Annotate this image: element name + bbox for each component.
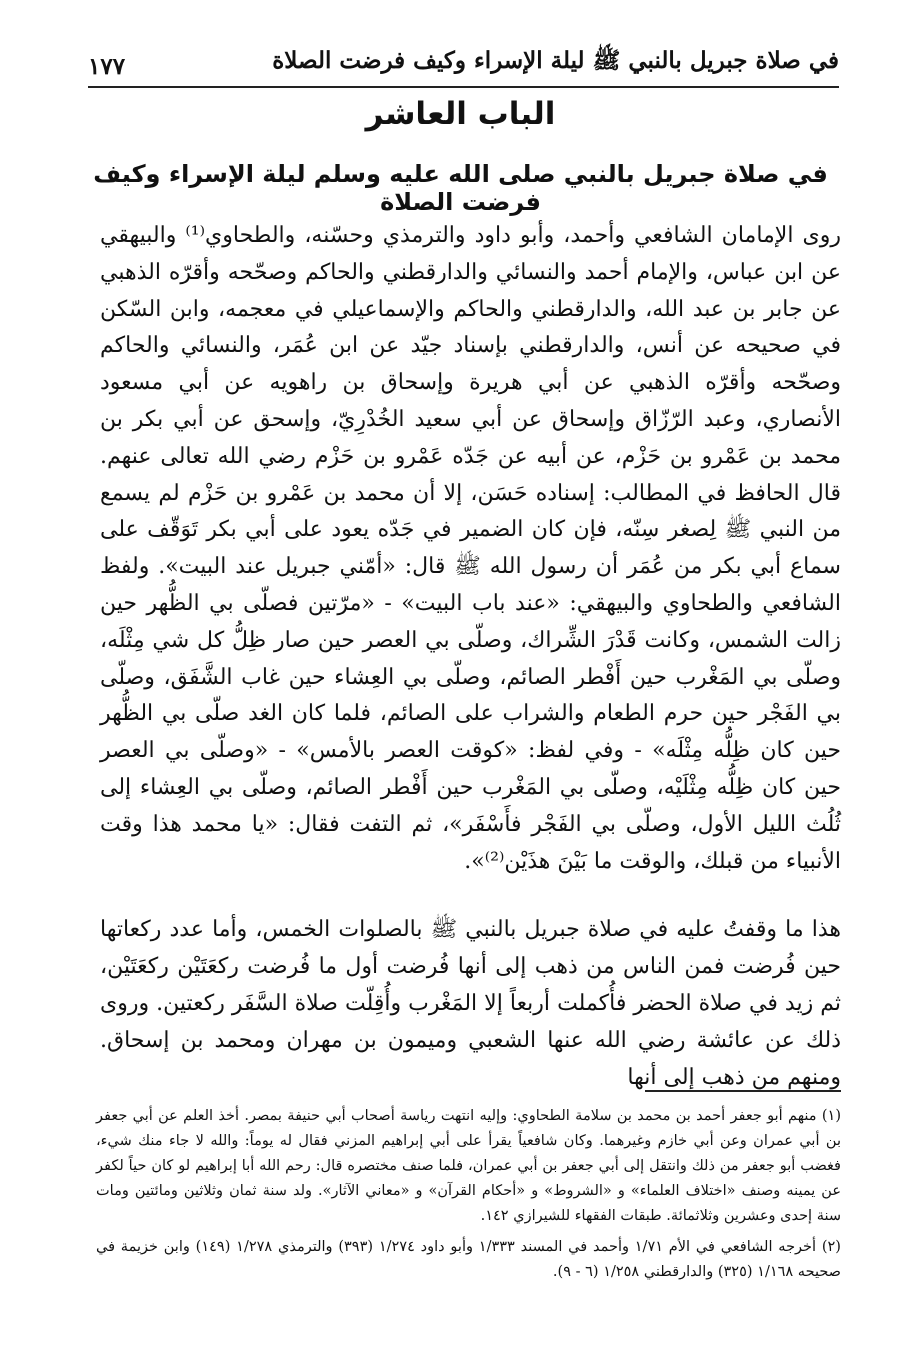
body-text — [100, 218, 841, 1096]
chapter-subtitle: في صلاة جبريل بالنبي صلى الله عليه وسلم ليلة الإسراء وكيف فرضت الصلاة — [93, 160, 828, 216]
body-paragraph: هذا ما وقفتُ عليه في صلاة جبريل بالنبي ﷺ بالصلوات الخمس، وأما عدد ركعاتها حين فُرضت فمن الناس من ذهب إلى أنها فُرضت أول ما فُرضت ركعَتَيْن ركعَتَيْن، ثم زيد في صلاة الحضر فأُكملت أربعاً إلا المَغْرب وأُقِلّت صلاة السَّفَر ركعتين. وروى ذلك عن عائشة رضي الله عنها الشعبي وميمون بن مهران ومحمد بن إسحاق. ومنهم من ذهب إلى أنها — [100, 917, 841, 1090]
footnote: (١) منهم أبو جعفر أحمد بن محمد بن سلامة الطحاوي: وإليه انتهت رياسة أصحاب أبي حنيفة بمصر. أخذ العلم عن أبي جعفر بن أبي عمران وعن أبي خازم وغيرهما. وكان شافعياً يقرأ على أبي إبراهيم المزني فقال له يوماً: والله لا جاء منك شيء، فغضب أبو جعفر من ذلك وانتقل إلى أبي جعفر بن أبي عمران، فلما صنف مختصره قال: رحم الله أبا إبراهيم لو كان حياً لكفر عن يمينه وصنف «اختلاف العلماء» و «الشروط» و «أحكام القرآن» و «معاني الآثار». ولد سنة ثمان وثلاثين ومائتين ومات سنة إحدى وعشرين وثلاثمائة. طبقات الفقهاء للشيرازي ١٤٢. — [96, 1108, 841, 1224]
body-paragraph: روى الإمامان الشافعي وأحمد، وأبو داود والترمذي وحسّنه، والطحاوي⁽¹⁾ والبيهقي عن ابن عباس، والإمام أحمد والنسائي والدارقطني والحاكم وصحّحه وأقرّه الذهبي عن جابر بن عبد الله، والدارقطني والحاكم والإسماعيلي في معجمه، وابن السّكن في صحيحه عن أنس، والدارقطني بإسناد جيّد عن ابن عُمَر، والنسائي والحاكم وصحّحه وأقرّه الذهبي عن أبي هريرة وإسحاق بن راهويه عن أبي مسعود الأنصاري، وعبد الرّزّاق وإسحاق عن أبي سعيد الخُدْرِيّ، وإسحق عن أبي بكر بن محمد بن عَمْرو بن حَزْم، عن أبيه عن جَدّه عَمْرو بن حَزْم رضي الله تعالى عنهم. قال الحافظ في المطالب: إسناده حَسَن، إلا أن محمد بن عَمْرو بن حَزْم لم يسمع من النبي ﷺ لِصغر سِنّه، فإن كان الضمير في جَدّه يعود على أبي بكر تَوَقّف على سماع أبي بكر من عُمَر أن رسول الله ﷺ قال: «أمّني جبريل عند البيت». ولفظ الشافعي والطحاوي والبيهقي: «عند باب البيت» - «مرّتين فصلّى بي الظُّهر حين زالت الشمس، وكانت قَدْرَ الشِّراك، وصلّى بي العصر حين صار ظِلُّ كل شي مِثْلَه، وصلّى بي المَغْرب حين أَفْطر الصائم، وصلّى بي العِشاء حين غاب الشَّفَق، وصلّى بي الفَجْر حين حرم الطعام والشراب على الصائم، فلما كان الغد صلّى بي الظُّهر حين كان ظِلُّه مِثْلَه» - وفي لفظ: «كوقت العصر بالأمس» - «وصلّى بي العصر حين كان ظِلُّه مِثْلَيْه، وصلّى بي المَغْرب حين أَفْطر الصائم، وصلّى بي العِشاء إلى ثُلُث الليل الأول، وصلّى بي الفَجْر فأَسْفَر»، ثم التفت فقال: «يا محمد هذا وقت الأنبياء من قبلك، والوقت ما بَيْنَ هذَيْن⁽²⁾». — [100, 223, 842, 874]
running-head — [88, 40, 839, 88]
footnotes — [96, 1104, 841, 1285]
footnote: (٢) أخرجه الشافعي في الأم ١/٧١ وأحمد في المسند ١/٣٣٣ وأبو داود ١/٢٧٤ (٣٩٣) والترمذي ١/٢٧٨ (١٤٩) وابن خزيمة في صحيحه ١/١٦٨ (٣٢٥) والدارقطني ١/٢٥٨ (٦ - ٩). — [96, 1239, 841, 1280]
chapter-title: الباب العاشر — [365, 96, 556, 132]
page-number: ١٧٧ — [88, 53, 126, 80]
footnote-divider — [645, 1090, 841, 1092]
running-title: في صلاة جبريل بالنبي ﷺ ليلة الإسراء وكيف فرضت الصلاة — [272, 47, 839, 74]
